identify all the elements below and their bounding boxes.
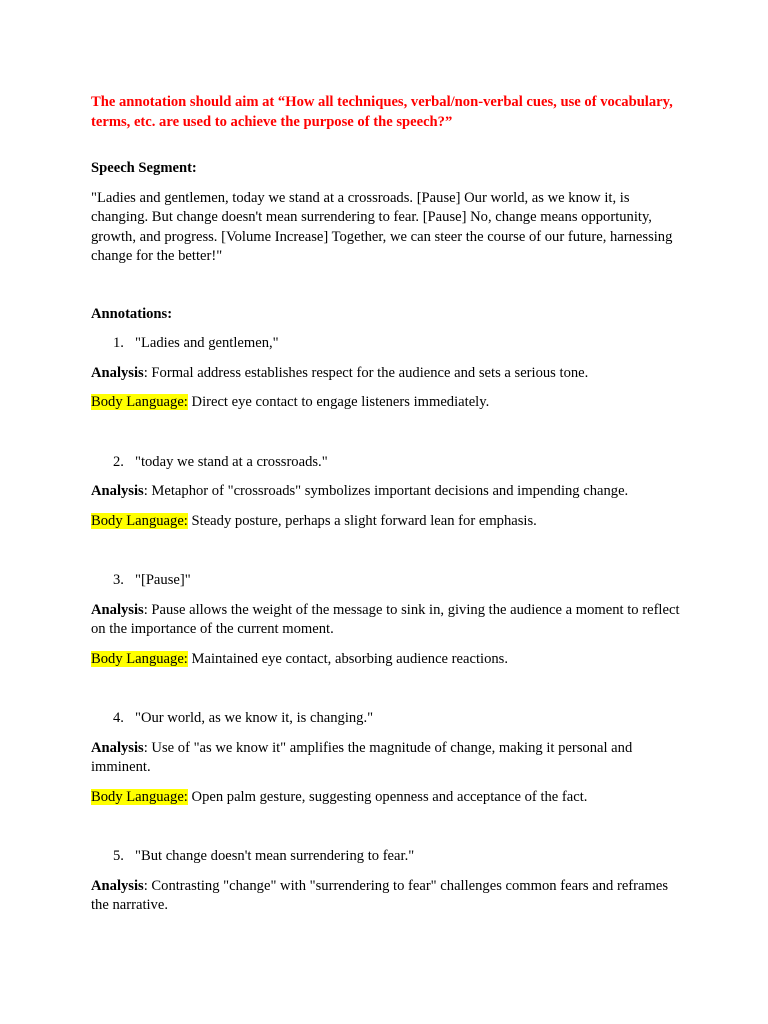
annotation-item-2 <box>91 453 681 532</box>
analysis-label: Analysis <box>91 364 144 381</box>
paragraph-spacer <box>91 423 681 453</box>
analysis-paragraph <box>91 739 681 778</box>
analysis-label: Analysis <box>91 877 144 894</box>
annotation-item-3 <box>91 571 681 669</box>
annotation-number: 5. <box>113 848 124 864</box>
body-language-paragraph <box>91 650 681 670</box>
analysis-paragraph <box>91 601 681 640</box>
annotation-item-4 <box>91 709 681 807</box>
annotation-quote-text: "today we stand at a crossroads." <box>135 453 328 470</box>
body-language-text: Maintained eye contact, absorbing audience reactions. <box>187 650 508 667</box>
analysis-text: : Metaphor of "crossroads" symbolizes important decisions and impending change. <box>143 483 629 499</box>
analysis-text: : Contrasting "change" with "surrendering to fear" challenges common fears and reframes the narrative. <box>91 877 669 913</box>
annotation-quote <box>91 709 681 729</box>
annotation-item-5 <box>91 847 681 916</box>
analysis-label: Analysis <box>91 739 144 756</box>
annotation-quote <box>91 453 681 473</box>
paragraph-spacer <box>91 817 681 847</box>
annotations-heading: Annotations: <box>91 305 173 322</box>
body-language-label: Body Language: <box>91 650 188 667</box>
body-language-paragraph <box>91 393 681 413</box>
annotation-number: 2. <box>113 453 124 470</box>
body-language-text: Direct eye contact to engage listeners immediately. <box>187 394 490 410</box>
body-language-label: Body Language: <box>91 788 188 805</box>
annotation-quote-text: "But change doesn't mean surrendering to fear." <box>135 848 415 864</box>
annotation-number: 4. <box>113 710 124 726</box>
analysis-text: : Pause allows the weight of the message to sink in, giving the audience a moment to reflect on the importance of the current moment. <box>91 601 680 637</box>
analysis-paragraph <box>91 482 681 502</box>
body-language-paragraph <box>91 512 681 532</box>
analysis-label: Analysis <box>91 601 144 618</box>
annotation-number: 3. <box>113 572 124 588</box>
analysis-label: Analysis <box>91 483 144 499</box>
annotation-item-1 <box>91 334 681 413</box>
analysis-text: : Formal address establishes respect for the audience and sets a serious tone. <box>143 364 589 381</box>
body-language-label: Body Language: <box>91 512 188 529</box>
annotation-quote-text: "[Pause]" <box>135 572 191 588</box>
body-language-text: Steady posture, perhaps a slight forward lean for emphasis. <box>187 512 537 529</box>
annotation-quote <box>91 847 681 867</box>
document-page <box>91 93 681 926</box>
annotation-quote-text: "Ladies and gentlemen," <box>135 335 279 351</box>
body-language-paragraph <box>91 788 681 808</box>
annotation-instruction: The annotation should aim at “How all techniques, verbal/non-verbal cues, use of vocabulary, terms, etc. are used to achieve the purpose of the speech?” <box>91 94 673 130</box>
analysis-paragraph <box>91 877 681 916</box>
body-language-text: Open palm gesture, suggesting openness and acceptance of the fact. <box>187 788 588 805</box>
paragraph-spacer <box>91 679 681 709</box>
paragraph-spacer <box>91 541 681 571</box>
annotation-quote <box>91 334 681 354</box>
speech-segment-text: "Ladies and gentlemen, today we stand at a crossroads. [Pause] Our world, as we know it, is changing. But change doesn't mean surrendering to fear. [Pause] No, change means opportunity, growth, and progress. [Volume Increase] Together, we can steer the course of our future, harnessing change for the better!" <box>91 189 673 264</box>
analysis-text: : Use of "as we know it" amplifies the magnitude of change, making it personal and imminent. <box>91 739 633 775</box>
annotation-quote-text: "Our world, as we know it, is changing." <box>135 710 374 726</box>
analysis-paragraph <box>91 364 681 384</box>
speech-segment-heading: Speech Segment: <box>91 160 197 176</box>
body-language-label: Body Language: <box>91 394 188 410</box>
annotation-quote <box>91 571 681 591</box>
annotation-number: 1. <box>113 335 124 351</box>
